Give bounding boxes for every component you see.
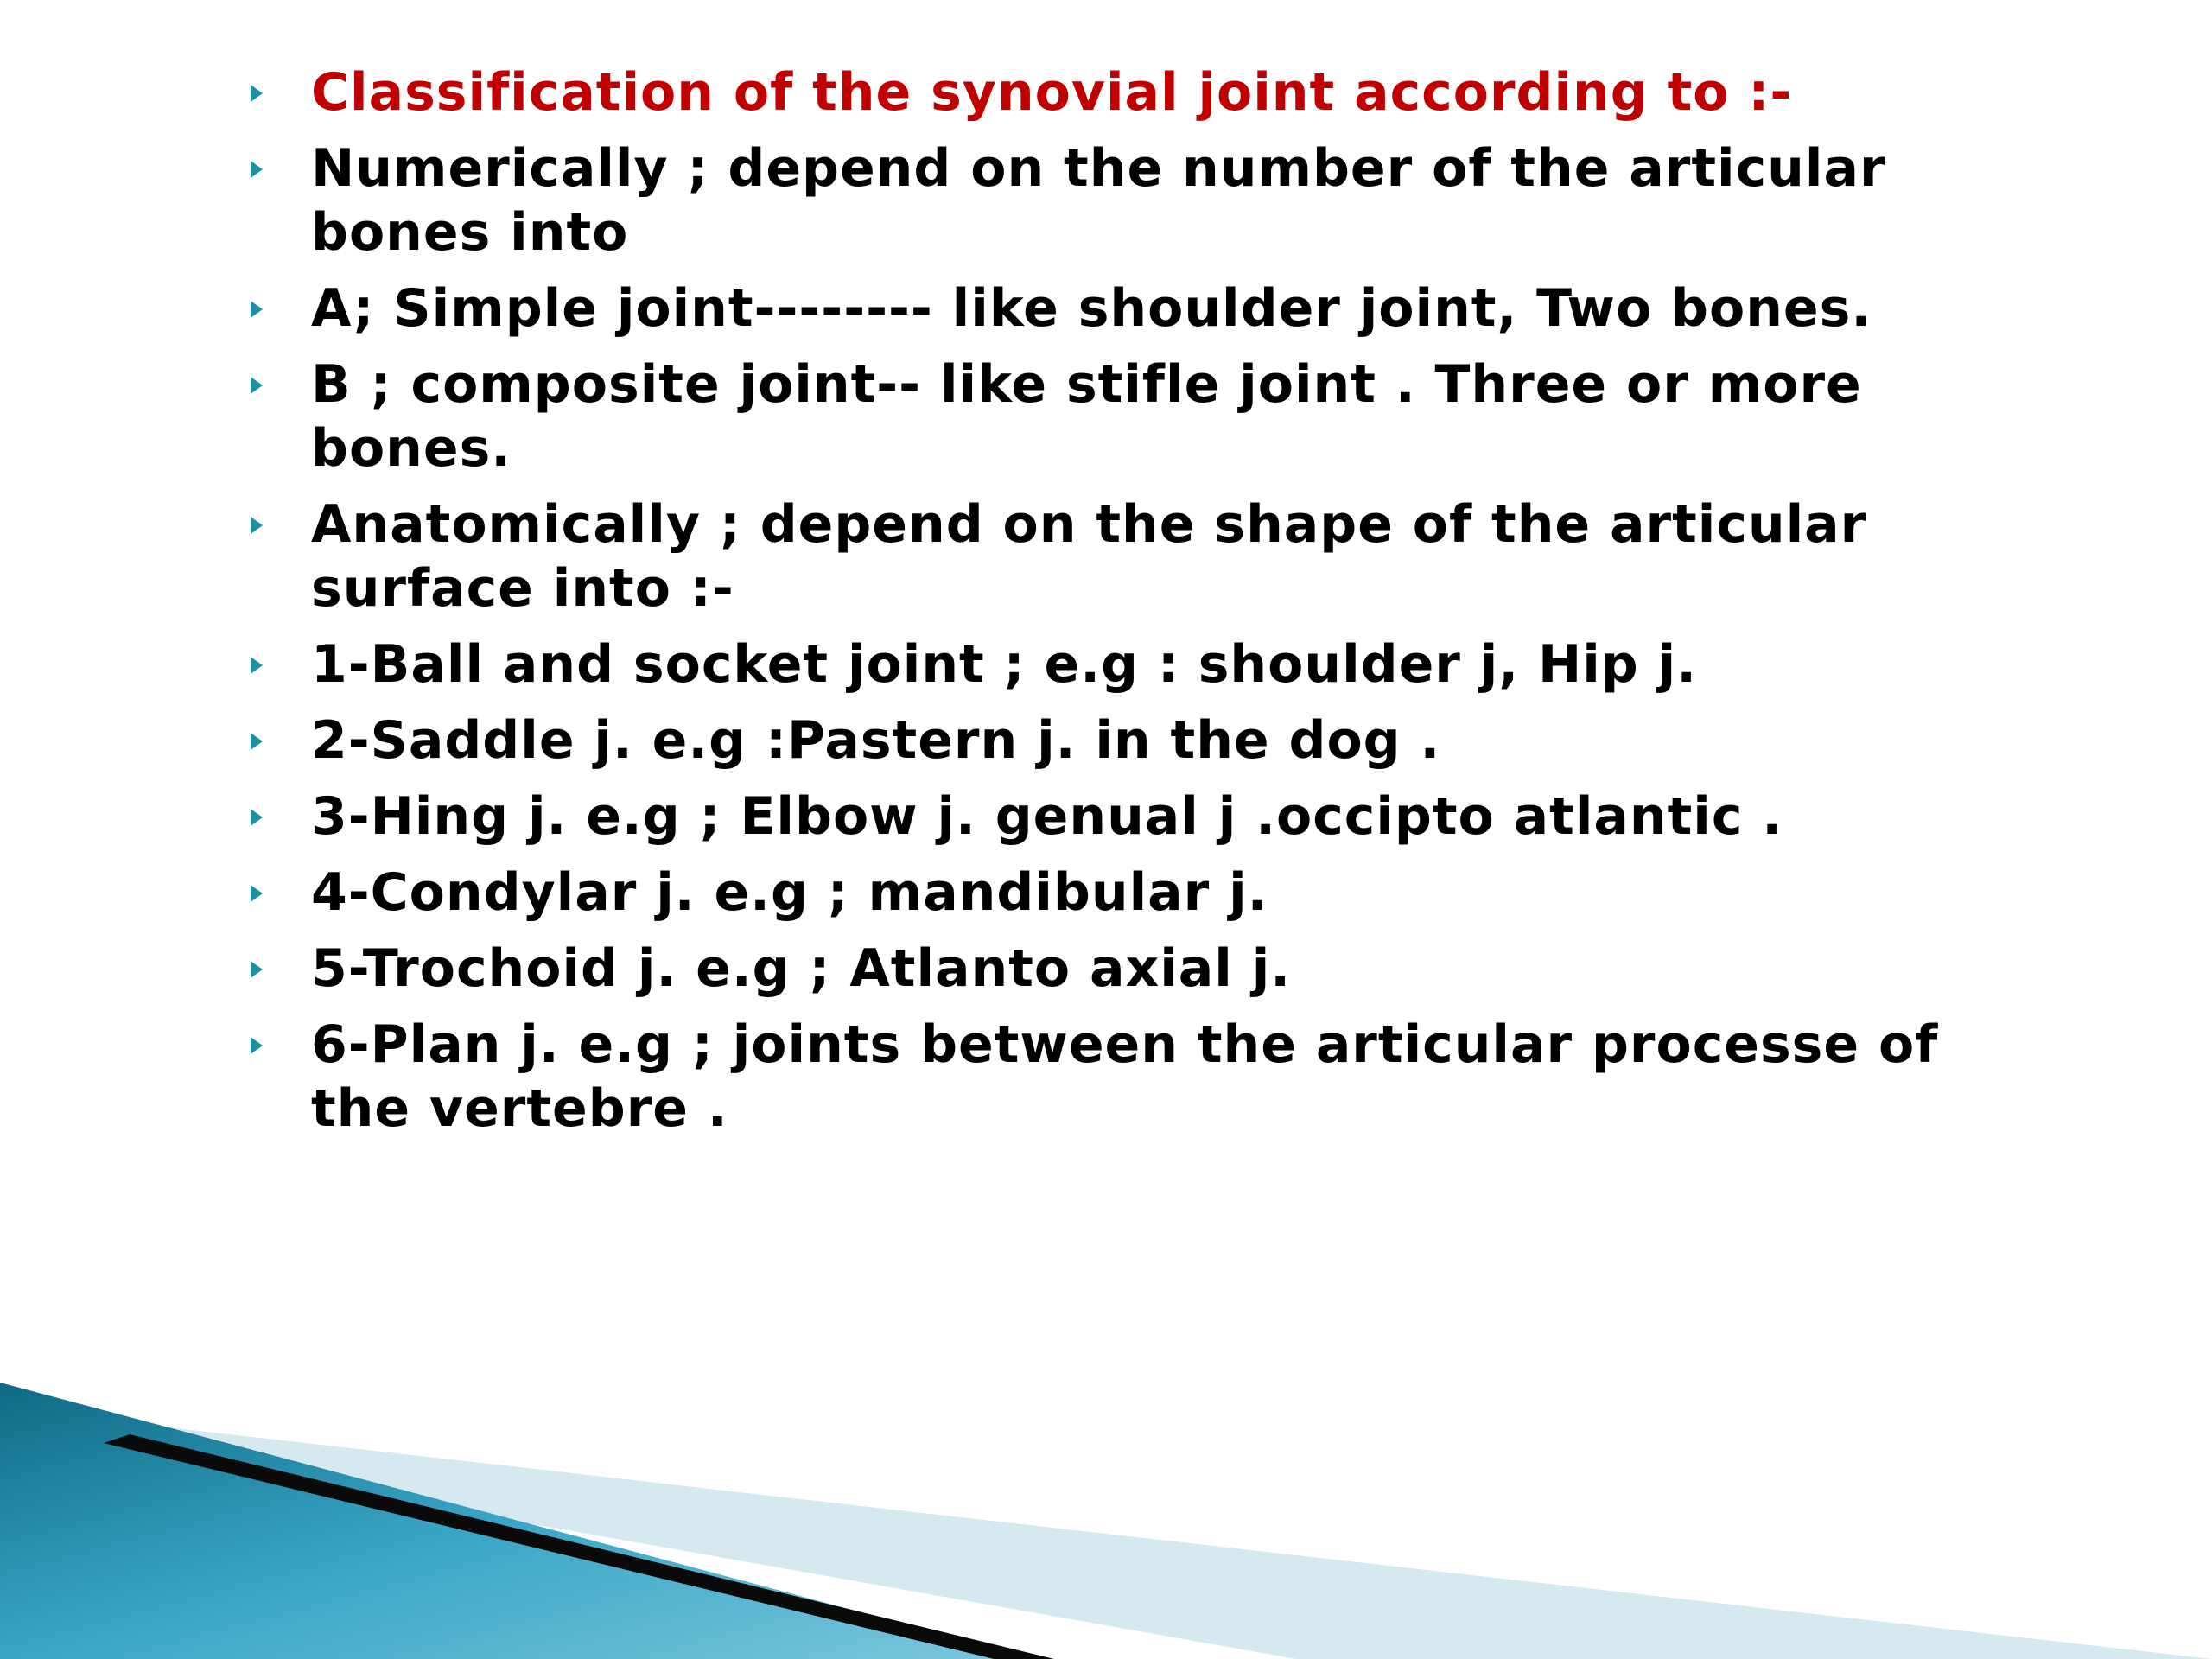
triangle-bullet-icon [251,85,263,102]
list-item [311,137,2022,264]
bullet-text: 4-Condylar j. e.g ; mandibular j. [311,862,1268,923]
triangle-bullet-icon [251,517,263,534]
bullet-lead: Anatomically [311,494,701,555]
list-item [311,1013,2022,1141]
triangle-bullet-icon [251,301,263,318]
triangle-bullet-icon [251,885,263,902]
bullet-lead: Numerically [311,138,669,199]
bullet-text: 5-Trochoid j. e.g ; Atlanto axial j. [311,938,1292,999]
bullet-text: 1-Ball and socket joint ; e.g : shoulder j, Hip j. [311,634,1697,695]
bullet-text: 6-Plan j. e.g ; joints between the articular processe of the vertebre . [311,1014,1939,1139]
bullet-text: Classification of the synovial joint according to :- [311,62,1793,123]
list-item [311,861,2022,925]
triangle-bullet-icon [251,1037,263,1054]
bullet-list [311,60,2022,1153]
triangle-bullet-icon [251,961,263,978]
bullet-text: ; depend on the shape of the articular surface into :- [311,494,1867,619]
list-item [311,785,2022,849]
bullet-text: 3-Hing j. e.g ; Elbow j. genual j .occipto atlantic . [311,786,1783,847]
list-item [311,709,2022,772]
list-item [311,276,2022,340]
bullet-text: ; depend on the number of the articular bones into [311,138,1886,263]
list-item [311,353,2022,480]
triangle-bullet-icon [251,161,263,178]
list-item [311,937,2022,1001]
slide-corner-decoration [0,1348,2212,1659]
bullet-text: A; Simple joint-------- like shoulder joint, Two bones. [311,278,1872,339]
list-item [311,493,2022,620]
bullet-text: 2-Saddle j. e.g :Pastern j. in the dog . [311,710,1441,771]
bullet-text: B ; composite joint-- like stifle joint . Three or more bones. [311,354,1862,479]
triangle-bullet-icon [251,733,263,750]
list-item [311,632,2022,696]
triangle-bullet-icon [251,377,263,394]
slide-title [311,60,2022,124]
triangle-bullet-icon [251,657,263,674]
triangle-bullet-icon [251,809,263,826]
